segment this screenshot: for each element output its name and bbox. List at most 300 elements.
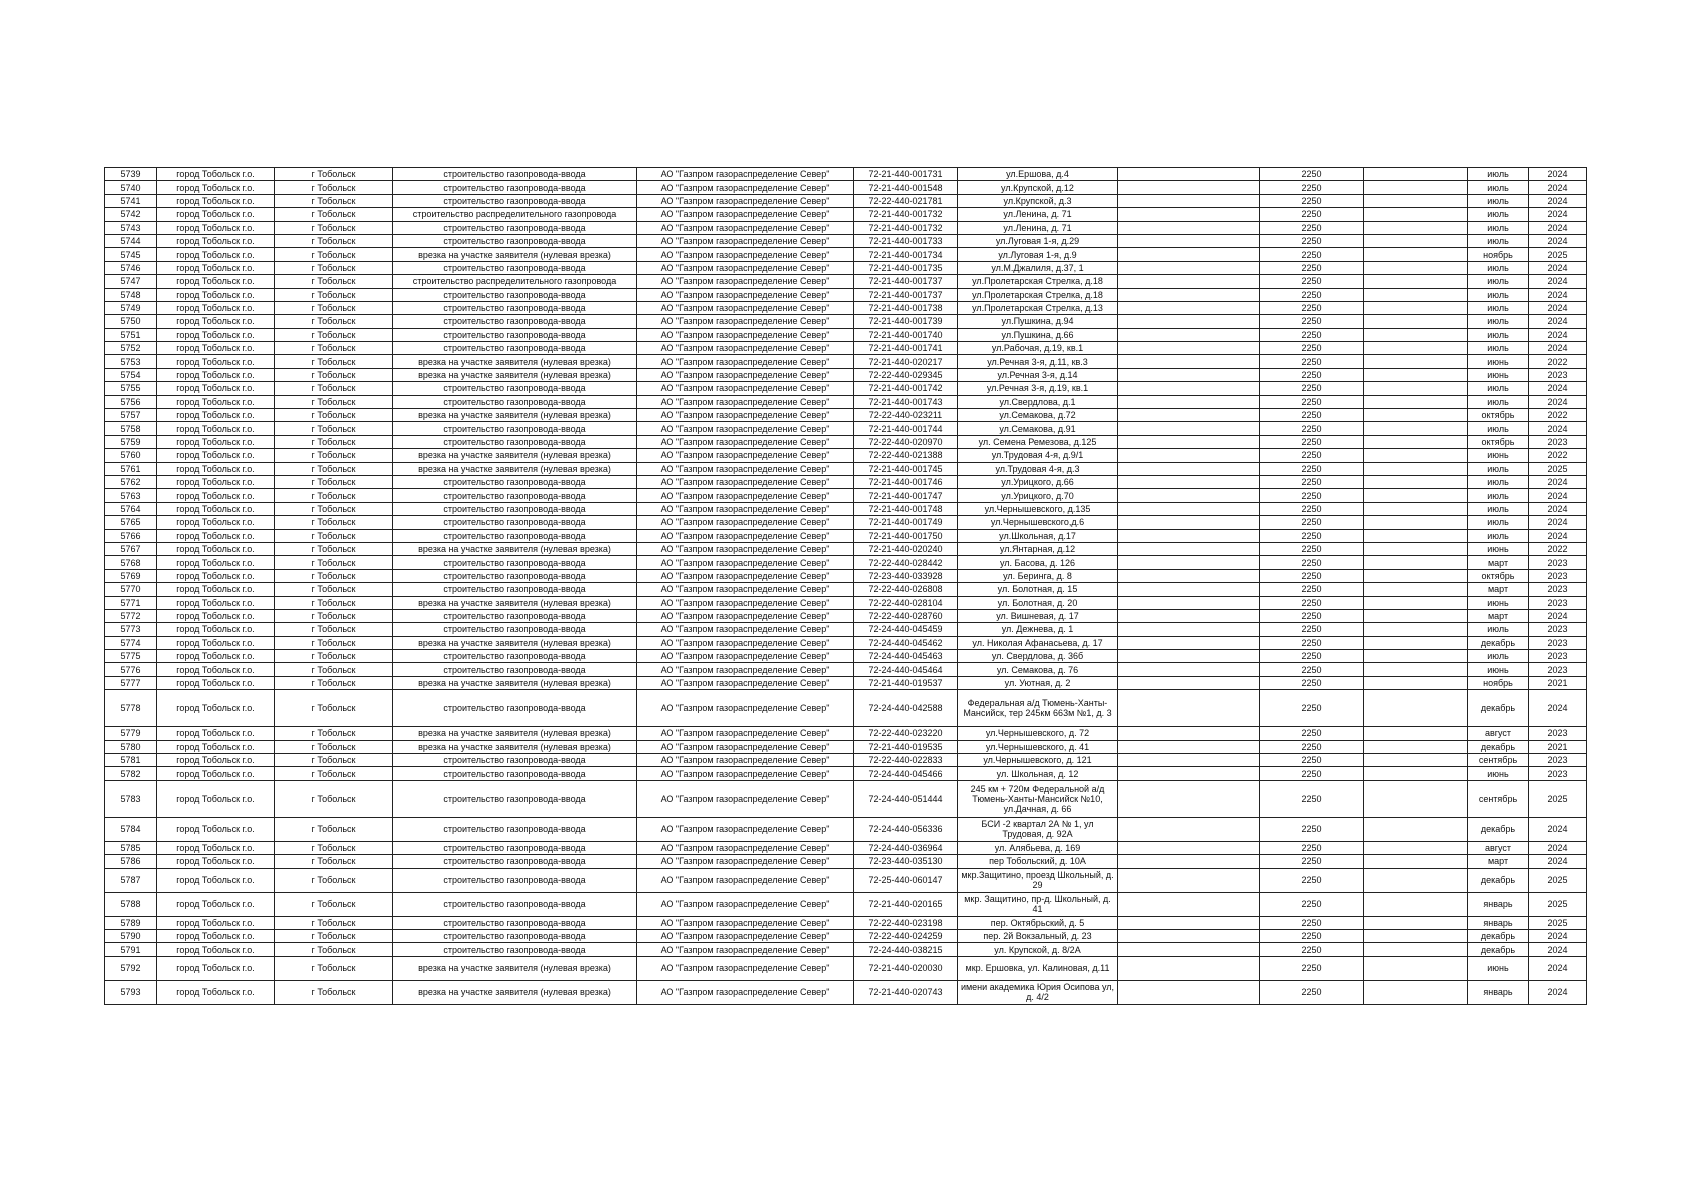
empty-cell-b	[1364, 234, 1468, 247]
locality-cell: г Тобольск	[275, 301, 393, 314]
value-cell: 2250	[1260, 636, 1364, 649]
month-cell: июль	[1468, 208, 1529, 221]
month-cell: июль	[1468, 181, 1529, 194]
cadastral-number-cell: 72-21-440-001746	[854, 475, 958, 488]
table-row	[105, 740, 1587, 753]
value-cell: 2250	[1260, 516, 1364, 529]
municipality-cell: город Тобольск г.о.	[157, 623, 275, 636]
row-number-cell: 5754	[105, 368, 157, 381]
table-row	[105, 261, 1587, 274]
organization-cell: АО "Газпром газораспределение Север"	[637, 956, 854, 980]
work-type-cell: врезка на участке заявителя (нулевая врезка)	[393, 368, 637, 381]
municipality-cell: город Тобольск г.о.	[157, 943, 275, 956]
table-row	[105, 248, 1587, 261]
cadastral-number-cell: 72-24-440-045459	[854, 623, 958, 636]
work-type-cell: строительство газопровода-ввода	[393, 516, 637, 529]
year-cell: 2024	[1529, 502, 1587, 515]
empty-cell-a	[1118, 609, 1260, 622]
organization-cell: АО "Газпром газораспределение Север"	[637, 234, 854, 247]
year-cell: 2024	[1529, 529, 1587, 542]
row-number-cell: 5743	[105, 221, 157, 234]
municipality-cell: город Тобольск г.о.	[157, 342, 275, 355]
row-number-cell: 5760	[105, 449, 157, 462]
month-cell: март	[1468, 855, 1529, 868]
organization-cell: АО "Газпром газораспределение Север"	[637, 855, 854, 868]
value-cell: 2250	[1260, 208, 1364, 221]
work-type-cell: строительство газопровода-ввода	[393, 841, 637, 854]
table-row	[105, 690, 1587, 727]
empty-cell-a	[1118, 261, 1260, 274]
row-number-cell: 5777	[105, 676, 157, 689]
locality-cell: г Тобольск	[275, 663, 393, 676]
cadastral-number-cell: 72-21-440-001747	[854, 489, 958, 502]
row-number-cell: 5749	[105, 301, 157, 314]
municipality-cell: город Тобольск г.о.	[157, 234, 275, 247]
municipality-cell: город Тобольск г.о.	[157, 596, 275, 609]
year-cell: 2024	[1529, 956, 1587, 980]
work-type-cell: врезка на участке заявителя (нулевая врезка)	[393, 542, 637, 555]
month-cell: декабрь	[1468, 943, 1529, 956]
empty-cell-a	[1118, 841, 1260, 854]
cadastral-number-cell: 72-21-440-001748	[854, 502, 958, 515]
organization-cell: АО "Газпром газораспределение Север"	[637, 943, 854, 956]
municipality-cell: город Тобольск г.о.	[157, 395, 275, 408]
row-number-cell: 5787	[105, 868, 157, 892]
empty-cell-b	[1364, 556, 1468, 569]
year-cell: 2023	[1529, 435, 1587, 448]
year-cell: 2025	[1529, 780, 1587, 817]
table-row	[105, 980, 1587, 1004]
cadastral-number-cell: 72-22-440-029345	[854, 368, 958, 381]
address-cell: ул. Семена Ремезова, д.125	[958, 435, 1118, 448]
work-type-cell: строительство газопровода-ввода	[393, 502, 637, 515]
row-number-cell: 5767	[105, 542, 157, 555]
address-cell: мкр. Защитино, пр-д. Школьный, д. 41	[958, 892, 1118, 916]
locality-cell: г Тобольск	[275, 409, 393, 422]
empty-cell-b	[1364, 208, 1468, 221]
work-type-cell: строительство газопровода-ввода	[393, 475, 637, 488]
organization-cell: АО "Газпром газораспределение Север"	[637, 275, 854, 288]
month-cell: июль	[1468, 462, 1529, 475]
address-cell: ул.Речная 3-я, д.11, кв.3	[958, 355, 1118, 368]
empty-cell-a	[1118, 395, 1260, 408]
work-type-cell: врезка на участке заявителя (нулевая врезка)	[393, 462, 637, 475]
cadastral-number-cell: 72-21-440-001737	[854, 288, 958, 301]
work-type-cell: строительство газопровода-ввода	[393, 261, 637, 274]
row-number-cell: 5741	[105, 194, 157, 207]
empty-cell-a	[1118, 892, 1260, 916]
work-type-cell: врезка на участке заявителя (нулевая врезка)	[393, 248, 637, 261]
table-row	[105, 395, 1587, 408]
organization-cell: АО "Газпром газораспределение Север"	[637, 328, 854, 341]
work-type-cell: строительство газопровода-ввода	[393, 663, 637, 676]
address-cell: ул.Пролетарская Стрелка, д.13	[958, 301, 1118, 314]
year-cell: 2023	[1529, 596, 1587, 609]
table-row	[105, 315, 1587, 328]
municipality-cell: город Тобольск г.о.	[157, 489, 275, 502]
row-number-cell: 5748	[105, 288, 157, 301]
address-cell: ул. Школьная, д. 12	[958, 767, 1118, 780]
address-cell: ул.Семакова, д.72	[958, 409, 1118, 422]
organization-cell: АО "Газпром газораспределение Север"	[637, 650, 854, 663]
cadastral-number-cell: 72-21-440-001738	[854, 301, 958, 314]
value-cell: 2250	[1260, 556, 1364, 569]
empty-cell-b	[1364, 767, 1468, 780]
value-cell: 2250	[1260, 690, 1364, 727]
value-cell: 2250	[1260, 868, 1364, 892]
row-number-cell: 5746	[105, 261, 157, 274]
month-cell: июль	[1468, 382, 1529, 395]
address-cell: ул. Свердлова, д. 36б	[958, 650, 1118, 663]
municipality-cell: город Тобольск г.о.	[157, 168, 275, 181]
work-type-cell: врезка на участке заявителя (нулевая врезка)	[393, 409, 637, 422]
address-cell: ул.Пушкина, д.94	[958, 315, 1118, 328]
locality-cell: г Тобольск	[275, 422, 393, 435]
year-cell: 2023	[1529, 767, 1587, 780]
municipality-cell: город Тобольск г.о.	[157, 449, 275, 462]
organization-cell: АО "Газпром газораспределение Север"	[637, 422, 854, 435]
cadastral-number-cell: 72-22-440-028104	[854, 596, 958, 609]
locality-cell: г Тобольск	[275, 569, 393, 582]
work-type-cell: строительство газопровода-ввода	[393, 943, 637, 956]
locality-cell: г Тобольск	[275, 529, 393, 542]
empty-cell-b	[1364, 288, 1468, 301]
work-type-cell: врезка на участке заявителя (нулевая врезка)	[393, 449, 637, 462]
work-type-cell: строительство газопровода-ввода	[393, 556, 637, 569]
table-row	[105, 663, 1587, 676]
locality-cell: г Тобольск	[275, 892, 393, 916]
table-row	[105, 754, 1587, 767]
year-cell: 2024	[1529, 841, 1587, 854]
row-number-cell: 5763	[105, 489, 157, 502]
address-cell: ул. Алябьева, д. 169	[958, 841, 1118, 854]
address-cell: ул.Луговая 1-я, д.29	[958, 234, 1118, 247]
table-row	[105, 636, 1587, 649]
empty-cell-b	[1364, 168, 1468, 181]
month-cell: январь	[1468, 916, 1529, 929]
value-cell: 2250	[1260, 342, 1364, 355]
empty-cell-a	[1118, 275, 1260, 288]
empty-cell-b	[1364, 422, 1468, 435]
locality-cell: г Тобольск	[275, 328, 393, 341]
empty-cell-b	[1364, 435, 1468, 448]
address-cell: ул.Свердлова, д.1	[958, 395, 1118, 408]
year-cell: 2024	[1529, 328, 1587, 341]
work-type-cell: строительство газопровода-ввода	[393, 754, 637, 767]
row-number-cell: 5758	[105, 422, 157, 435]
locality-cell: г Тобольск	[275, 754, 393, 767]
locality-cell: г Тобольск	[275, 690, 393, 727]
year-cell: 2024	[1529, 422, 1587, 435]
value-cell: 2250	[1260, 462, 1364, 475]
value-cell: 2250	[1260, 422, 1364, 435]
month-cell: июнь	[1468, 355, 1529, 368]
table-row	[105, 355, 1587, 368]
empty-cell-b	[1364, 754, 1468, 767]
value-cell: 2250	[1260, 943, 1364, 956]
month-cell: июль	[1468, 328, 1529, 341]
cadastral-number-cell: 72-22-440-021388	[854, 449, 958, 462]
value-cell: 2250	[1260, 542, 1364, 555]
month-cell: октябрь	[1468, 409, 1529, 422]
value-cell: 2250	[1260, 194, 1364, 207]
year-cell: 2023	[1529, 727, 1587, 740]
locality-cell: г Тобольск	[275, 943, 393, 956]
empty-cell-a	[1118, 916, 1260, 929]
row-number-cell: 5776	[105, 663, 157, 676]
cadastral-number-cell: 72-21-440-001750	[854, 529, 958, 542]
empty-cell-b	[1364, 623, 1468, 636]
address-cell: ул.Янтарная, д.12	[958, 542, 1118, 555]
empty-cell-b	[1364, 569, 1468, 582]
address-cell: ул. Вишневая, д. 17	[958, 609, 1118, 622]
locality-cell: г Тобольск	[275, 956, 393, 980]
organization-cell: АО "Газпром газораспределение Север"	[637, 569, 854, 582]
month-cell: ноябрь	[1468, 248, 1529, 261]
year-cell: 2023	[1529, 623, 1587, 636]
work-type-cell: строительство газопровода-ввода	[393, 328, 637, 341]
municipality-cell: город Тобольск г.о.	[157, 435, 275, 448]
locality-cell: г Тобольск	[275, 542, 393, 555]
cadastral-number-cell: 72-22-440-026808	[854, 583, 958, 596]
locality-cell: г Тобольск	[275, 181, 393, 194]
organization-cell: АО "Газпром газораспределение Север"	[637, 980, 854, 1004]
address-cell: ул.М.Джалиля, д.37, 1	[958, 261, 1118, 274]
work-type-cell: врезка на участке заявителя (нулевая врезка)	[393, 740, 637, 753]
locality-cell: г Тобольск	[275, 841, 393, 854]
work-type-cell: врезка на участке заявителя (нулевая врезка)	[393, 956, 637, 980]
table-row	[105, 409, 1587, 422]
empty-cell-b	[1364, 462, 1468, 475]
empty-cell-a	[1118, 502, 1260, 515]
table-row	[105, 342, 1587, 355]
municipality-cell: город Тобольск г.о.	[157, 855, 275, 868]
organization-cell: АО "Газпром газораспределение Север"	[637, 754, 854, 767]
empty-cell-a	[1118, 435, 1260, 448]
empty-cell-a	[1118, 740, 1260, 753]
row-number-cell: 5781	[105, 754, 157, 767]
row-number-cell: 5771	[105, 596, 157, 609]
municipality-cell: город Тобольск г.о.	[157, 980, 275, 1004]
month-cell: июнь	[1468, 956, 1529, 980]
value-cell: 2250	[1260, 956, 1364, 980]
cadastral-number-cell: 72-22-440-021781	[854, 194, 958, 207]
empty-cell-b	[1364, 475, 1468, 488]
organization-cell: АО "Газпром газораспределение Север"	[637, 817, 854, 841]
organization-cell: АО "Газпром газораспределение Север"	[637, 382, 854, 395]
locality-cell: г Тобольск	[275, 583, 393, 596]
organization-cell: АО "Газпром газораспределение Север"	[637, 596, 854, 609]
cadastral-number-cell: 72-22-440-023198	[854, 916, 958, 929]
address-cell: ул.Крупской, д.3	[958, 194, 1118, 207]
month-cell: декабрь	[1468, 740, 1529, 753]
year-cell: 2025	[1529, 916, 1587, 929]
year-cell: 2024	[1529, 980, 1587, 1004]
work-type-cell: строительство газопровода-ввода	[393, 690, 637, 727]
value-cell: 2250	[1260, 892, 1364, 916]
row-number-cell: 5745	[105, 248, 157, 261]
empty-cell-a	[1118, 449, 1260, 462]
month-cell: июнь	[1468, 368, 1529, 381]
year-cell: 2024	[1529, 301, 1587, 314]
empty-cell-a	[1118, 248, 1260, 261]
municipality-cell: город Тобольск г.о.	[157, 780, 275, 817]
month-cell: июнь	[1468, 449, 1529, 462]
address-cell: ул. Болотная, д. 20	[958, 596, 1118, 609]
organization-cell: АО "Газпром газораспределение Север"	[637, 489, 854, 502]
locality-cell: г Тобольск	[275, 355, 393, 368]
municipality-cell: город Тобольск г.о.	[157, 916, 275, 929]
address-cell: ул.Чернышевского, д. 41	[958, 740, 1118, 753]
row-number-cell: 5744	[105, 234, 157, 247]
year-cell: 2024	[1529, 855, 1587, 868]
empty-cell-b	[1364, 841, 1468, 854]
empty-cell-b	[1364, 780, 1468, 817]
empty-cell-a	[1118, 780, 1260, 817]
row-number-cell: 5765	[105, 516, 157, 529]
cadastral-number-cell: 72-21-440-001739	[854, 315, 958, 328]
empty-cell-b	[1364, 529, 1468, 542]
work-type-cell: строительство газопровода-ввода	[393, 181, 637, 194]
row-number-cell: 5778	[105, 690, 157, 727]
year-cell: 2021	[1529, 676, 1587, 689]
locality-cell: г Тобольск	[275, 916, 393, 929]
month-cell: июль	[1468, 261, 1529, 274]
municipality-cell: город Тобольск г.о.	[157, 409, 275, 422]
year-cell: 2024	[1529, 516, 1587, 529]
month-cell: июнь	[1468, 767, 1529, 780]
municipality-cell: город Тобольск г.о.	[157, 663, 275, 676]
table-row	[105, 301, 1587, 314]
organization-cell: АО "Газпром газораспределение Север"	[637, 556, 854, 569]
year-cell: 2023	[1529, 650, 1587, 663]
municipality-cell: город Тобольск г.о.	[157, 181, 275, 194]
address-cell: ул. Уютная, д. 2	[958, 676, 1118, 689]
empty-cell-a	[1118, 409, 1260, 422]
year-cell: 2024	[1529, 208, 1587, 221]
organization-cell: АО "Газпром газораспределение Север"	[637, 315, 854, 328]
year-cell: 2024	[1529, 234, 1587, 247]
empty-cell-b	[1364, 449, 1468, 462]
cadastral-number-cell: 72-21-440-001744	[854, 422, 958, 435]
empty-cell-a	[1118, 194, 1260, 207]
gasification-table	[104, 167, 1587, 1005]
empty-cell-b	[1364, 489, 1468, 502]
year-cell: 2024	[1529, 275, 1587, 288]
municipality-cell: город Тобольск г.о.	[157, 929, 275, 942]
empty-cell-a	[1118, 569, 1260, 582]
empty-cell-a	[1118, 301, 1260, 314]
organization-cell: АО "Газпром газораспределение Север"	[637, 462, 854, 475]
locality-cell: г Тобольск	[275, 382, 393, 395]
empty-cell-b	[1364, 892, 1468, 916]
work-type-cell: врезка на участке заявителя (нулевая врезка)	[393, 727, 637, 740]
cadastral-number-cell: 72-22-440-024259	[854, 929, 958, 942]
cadastral-number-cell: 72-22-440-023211	[854, 409, 958, 422]
empty-cell-a	[1118, 368, 1260, 381]
value-cell: 2250	[1260, 168, 1364, 181]
table-row	[105, 529, 1587, 542]
municipality-cell: город Тобольск г.о.	[157, 609, 275, 622]
work-type-cell: строительство газопровода-ввода	[393, 422, 637, 435]
empty-cell-a	[1118, 690, 1260, 727]
year-cell: 2024	[1529, 288, 1587, 301]
value-cell: 2250	[1260, 435, 1364, 448]
month-cell: январь	[1468, 892, 1529, 916]
value-cell: 2250	[1260, 583, 1364, 596]
value-cell: 2250	[1260, 248, 1364, 261]
locality-cell: г Тобольск	[275, 609, 393, 622]
organization-cell: АО "Газпром газораспределение Север"	[637, 609, 854, 622]
empty-cell-a	[1118, 727, 1260, 740]
row-number-cell: 5762	[105, 475, 157, 488]
cadastral-number-cell: 72-21-440-001743	[854, 395, 958, 408]
empty-cell-b	[1364, 609, 1468, 622]
address-cell: имени академика Юрия Осипова ул, д. 4/2	[958, 980, 1118, 1004]
cadastral-number-cell: 72-22-440-020970	[854, 435, 958, 448]
locality-cell: г Тобольск	[275, 502, 393, 515]
year-cell: 2025	[1529, 892, 1587, 916]
address-cell: ул.Ершова, д.4	[958, 168, 1118, 181]
empty-cell-b	[1364, 301, 1468, 314]
cadastral-number-cell: 72-21-440-001732	[854, 208, 958, 221]
month-cell: июнь	[1468, 596, 1529, 609]
row-number-cell: 5757	[105, 409, 157, 422]
empty-cell-a	[1118, 516, 1260, 529]
municipality-cell: город Тобольск г.о.	[157, 636, 275, 649]
table-row	[105, 449, 1587, 462]
month-cell: июль	[1468, 315, 1529, 328]
value-cell: 2250	[1260, 502, 1364, 515]
address-cell: ул. Болотная, д. 15	[958, 583, 1118, 596]
municipality-cell: город Тобольск г.о.	[157, 569, 275, 582]
work-type-cell: строительство газопровода-ввода	[393, 288, 637, 301]
table-row	[105, 956, 1587, 980]
locality-cell: г Тобольск	[275, 740, 393, 753]
row-number-cell: 5759	[105, 435, 157, 448]
table-row	[105, 929, 1587, 942]
empty-cell-b	[1364, 676, 1468, 689]
locality-cell: г Тобольск	[275, 767, 393, 780]
row-number-cell: 5782	[105, 767, 157, 780]
locality-cell: г Тобольск	[275, 395, 393, 408]
value-cell: 2250	[1260, 234, 1364, 247]
address-cell: мкр.Защитино, проезд Школьный, д. 29	[958, 868, 1118, 892]
year-cell: 2024	[1529, 929, 1587, 942]
organization-cell: АО "Газпром газораспределение Север"	[637, 727, 854, 740]
table-row	[105, 767, 1587, 780]
month-cell: июль	[1468, 395, 1529, 408]
row-number-cell: 5761	[105, 462, 157, 475]
empty-cell-b	[1364, 516, 1468, 529]
organization-cell: АО "Газпром газораспределение Север"	[637, 868, 854, 892]
work-type-cell: врезка на участке заявителя (нулевая врезка)	[393, 980, 637, 1004]
locality-cell: г Тобольск	[275, 234, 393, 247]
year-cell: 2023	[1529, 583, 1587, 596]
empty-cell-a	[1118, 929, 1260, 942]
table-row	[105, 422, 1587, 435]
address-cell: Федеральная а/д Тюмень-Ханты-Мансийск, тер 245км 663м №1, д. 3	[958, 690, 1118, 727]
municipality-cell: город Тобольск г.о.	[157, 556, 275, 569]
empty-cell-b	[1364, 956, 1468, 980]
row-number-cell: 5791	[105, 943, 157, 956]
year-cell: 2024	[1529, 168, 1587, 181]
value-cell: 2250	[1260, 754, 1364, 767]
work-type-cell: врезка на участке заявителя (нулевая врезка)	[393, 676, 637, 689]
empty-cell-b	[1364, 382, 1468, 395]
municipality-cell: город Тобольск г.о.	[157, 208, 275, 221]
cadastral-number-cell: 72-21-440-001734	[854, 248, 958, 261]
